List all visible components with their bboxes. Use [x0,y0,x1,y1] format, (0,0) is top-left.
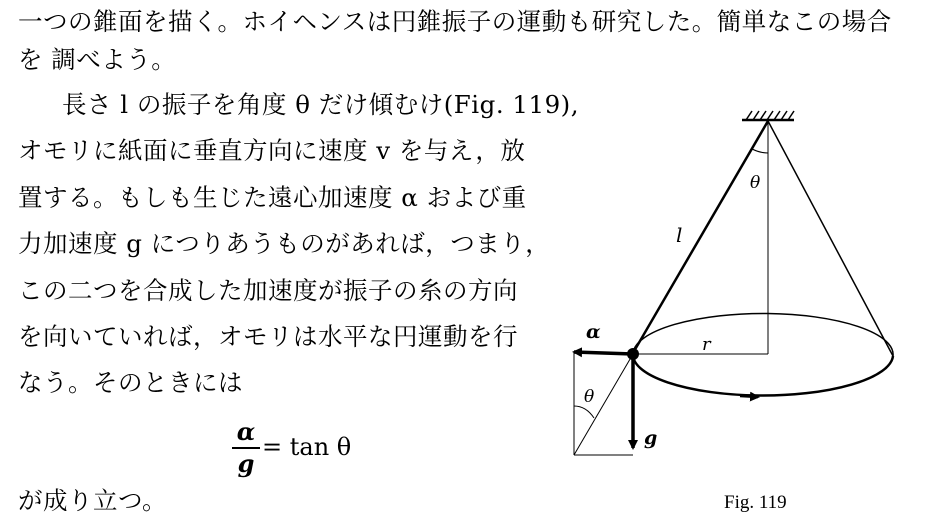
label-theta-bottom: θ [584,387,595,407]
text-line-10: が成り立つ。 [18,486,168,515]
text-line-7: この二つを合成した加速度が振子の糸の方向 [18,276,518,305]
orbit-back [633,313,893,356]
text-line-8: を向いていれば，オモリは水平な円運動を行 [18,322,518,351]
theta-arc-top [752,149,768,153]
text-line-2: を 調べよう。 [18,45,177,74]
label-theta-top: θ [750,173,761,193]
formula-denominator: g [237,449,255,478]
text-line-3: 長さ l の振子を角度 θ だけ傾むけ(Fig. 119), [62,90,579,119]
orbit-front [633,353,893,396]
formula-fraction [232,418,260,478]
text-line-9: なう。そのときには [18,368,243,397]
orbit-direction-arrow [740,396,758,397]
figure-caption: Fig. 119 [724,492,787,513]
pendulum-bob [627,348,639,360]
ceiling-support [742,111,794,120]
alpha-arrow [574,352,633,354]
text-line-4: オモリに紙面に垂直方向に速度 v を与え，放 [18,136,526,165]
label-g: g [644,427,658,449]
text-line-1: 一つの錐面を描く。ホイヘンスは円錐振子の運動も研究した。簡単なこの場合 [18,7,892,36]
formula-tan-theta [232,418,372,478]
label-radius: r [702,334,711,355]
text-line-5: 置する。もしも生じた遠心加速度 α および重 [18,183,527,212]
text-line-6: 力加速度 g につりあうものがあれば，つまり， [18,229,551,258]
theta-arc-bottom [574,406,594,418]
label-alpha: α [586,321,601,343]
resultant-diagonal [574,354,633,455]
formula-rhs: = tan θ [262,433,352,461]
formula-numerator: α [236,417,256,446]
label-length: l [676,223,683,247]
cone-edge-right [768,121,893,356]
conical-pendulum-figure [560,108,920,468]
